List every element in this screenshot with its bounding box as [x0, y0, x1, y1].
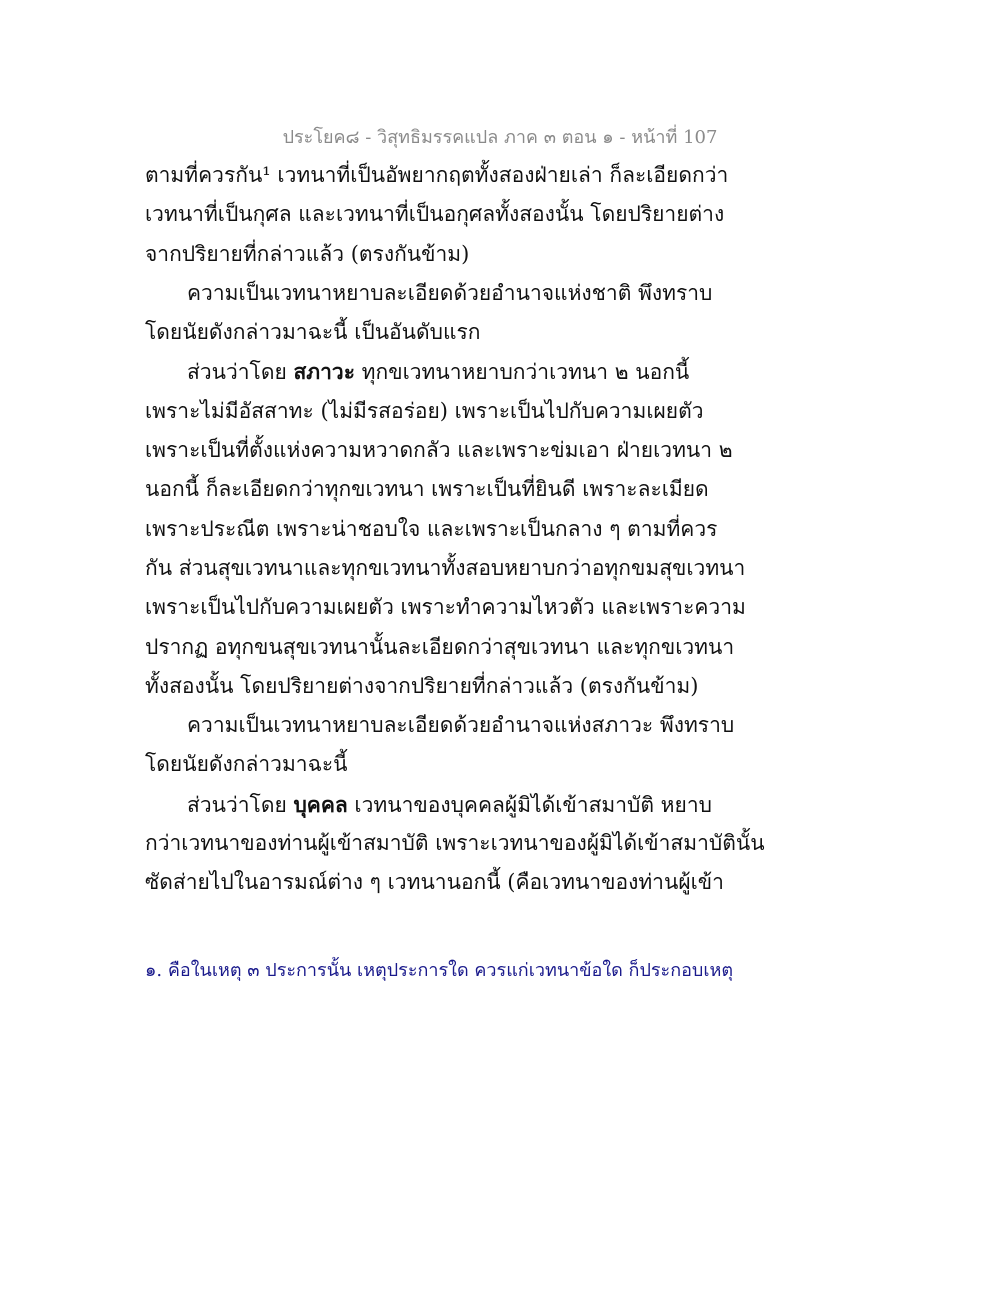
body-line: เพราะเป็นไปกับความเผยตัว เพราะทำความไหวตัว และเพราะความ	[145, 595, 746, 620]
line-text: ทุกขเวทนาหยาบกว่าเวทนา ๒ นอกนี้	[354, 360, 690, 385]
body-line: เพราะเป็นที่ตั้งแห่งความหวาดกลัว และเพราะข่มเอา ฝ่ายเวทนา ๒	[145, 438, 733, 463]
body-line: กว่าเวทนาของท่านผู้เข้าสมาบัติ เพราะเวทนาของผู้มิได้เข้าสมาบัตินั้น	[145, 831, 765, 856]
paragraph-start-line: ความเป็นเวทนาหยาบละเอียดด้วยอำนาจแห่งสภาวะ พึงทราบ	[187, 713, 735, 738]
body-line: นอกนี้ ก็ละเอียดกว่าทุกขเวทนา เพราะเป็นที่ยินดี เพราะละเมียด	[145, 477, 709, 502]
body-line: เพราะไม่มีอัสสาทะ (ไม่มีรสอร่อย) เพราะเป็นไปกับความเผยตัว	[145, 398, 704, 423]
body-text	[145, 156, 765, 903]
body-line: ตามที่ควรกัน¹ เวทนาที่เป็นอัพยากฤตทั้งสองฝ่ายเล่า ก็ละเอียดกว่า	[145, 163, 729, 187]
paragraph-start-line	[145, 785, 712, 824]
line-text: ส่วนว่าโดย	[187, 360, 294, 385]
paragraph-start-line	[145, 352, 705, 391]
running-header	[0, 122, 1000, 151]
body-line: เวทนาที่เป็นกุศล และเวทนาที่เป็นอกุศลทั้งสองนั้น โดยปริยายต่าง	[145, 202, 725, 227]
bold-term: สภาวะ	[293, 359, 355, 385]
body-line: ทั้งสองนั้น โดยปริยายต่างจากปริยายที่กล่าวแล้ว (ตรงกันข้าม)	[145, 673, 699, 698]
body-line: โดยนัยดังกล่าวมาฉะนี้	[145, 752, 348, 777]
body-line: กัน ส่วนสุขเวทนาและทุกขเวทนาทั้งสอบหยาบกว่าอทุกขมสุขเวทนา	[145, 555, 746, 580]
bold-term: บุคคล	[293, 791, 348, 817]
footnote-text: ๑. คือในเหตุ ๓ ประการนั้น เหตุประการใด ควรแก่เวทนาข้อใด ก็ประกอบเหตุ	[145, 960, 734, 981]
body-line: ซัดส่ายไปในอารมณ์ต่าง ๆ เวทนานอกนี้ (คือเวทนาของท่านผู้เข้า	[145, 870, 724, 895]
body-line: เพราะประณีต เพราะน่าชอบใจ และเพราะเป็นกลาง ๆ ตามที่ควร	[145, 516, 718, 541]
body-line: จากปริยายที่กล่าวแล้ว (ตรงกันข้าม)	[145, 241, 470, 266]
body-line: ปรากฏ อทุกขนสุขเวทนานั้นละเอียดกว่าสุขเวทนา และทุกขเวทนา	[145, 634, 735, 659]
line-text: ส่วนว่าโดย	[187, 792, 294, 817]
footnote	[145, 955, 733, 984]
line-text: เวทนาของบุคคลผู้มิได้เข้าสมาบัติ หยาบ	[347, 792, 712, 817]
paragraph-start-line: ความเป็นเวทนาหยาบละเอียดด้วยอำนาจแห่งชาติ พึงทราบ	[187, 280, 713, 305]
body-line: โดยนัยดังกล่าวมาฉะนี้ เป็นอันดับแรก	[145, 320, 481, 345]
header-text: ประโยค๘ - วิสุทธิมรรคแปล ภาค ๓ ตอน ๑ - หน้าที่ 107	[282, 127, 718, 148]
